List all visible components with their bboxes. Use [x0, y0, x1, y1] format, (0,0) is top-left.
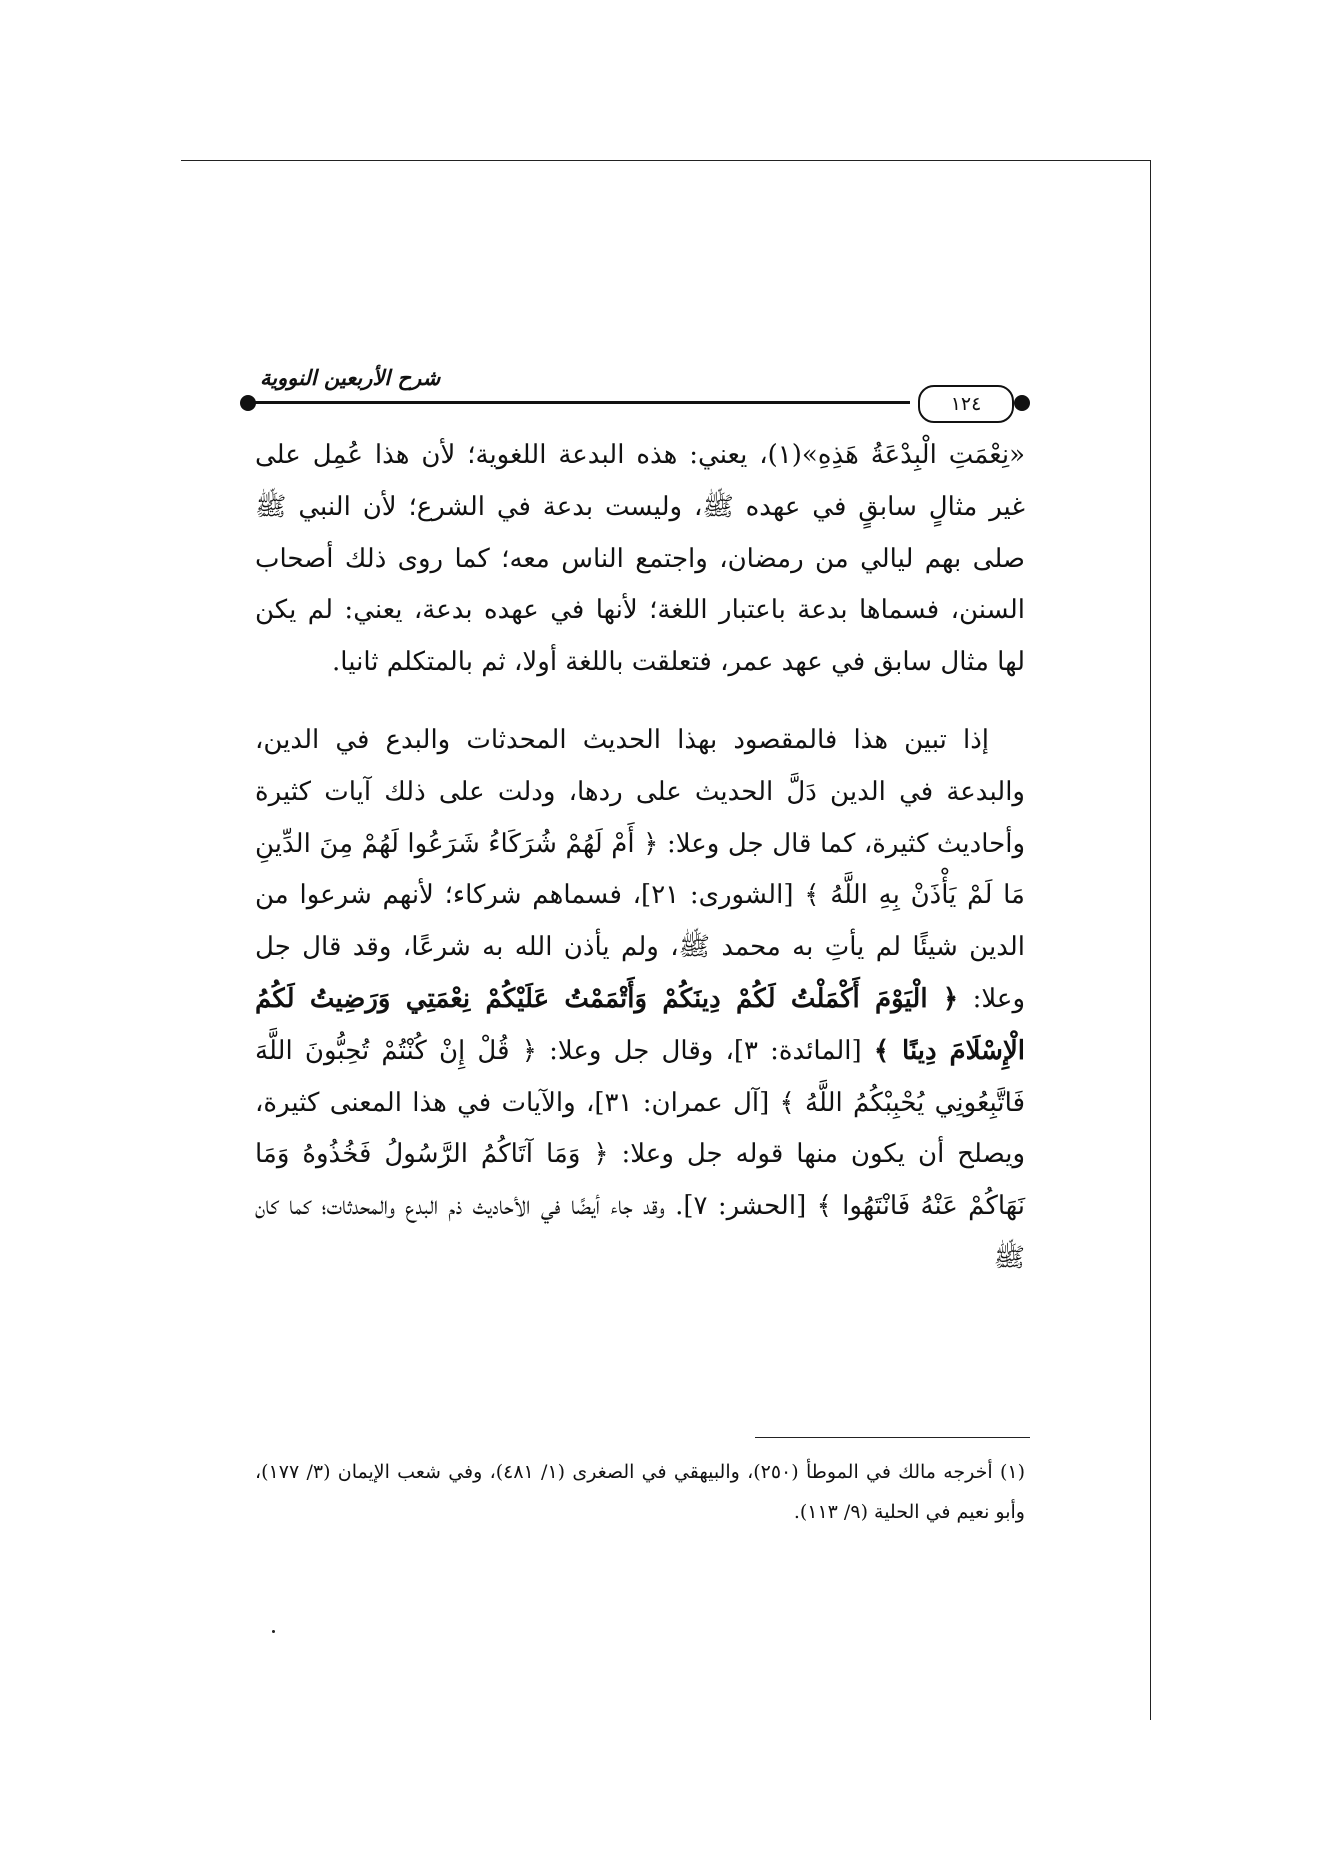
- page-number: ١٢٤: [918, 385, 1014, 423]
- quran-verse-line: ﴿ الْيَوْمَ أَكْمَلْتُ لَكُمْ دِينَكُمْ وَأَتْمَمْتُ عَلَيْكُمْ نِعْمَتِي وَرَضِيتُ لَكُمُ الْإِسْلَامَ دِينًا ﴾: [255, 983, 1026, 1066]
- header-dot-left: [240, 395, 256, 411]
- text-line: يعني: لم يكن لها مثال سابق في عهد عمر، فتعلقت باللغة أولا، ثم: [255, 595, 1025, 678]
- footnote-separator: [755, 1437, 1030, 1438]
- main-text: [255, 430, 1025, 1285]
- text-line: والبدعة في الدين دَلَّ الحديث على ردها، ودلت على ذلك آيات كثيرة: [255, 776, 1025, 807]
- text-line: بالمتكلم ثانيا.: [332, 647, 473, 678]
- text-line: «نِعْمَتِ الْبِدْعَةُ هَذِهِ»(١)، يعني: هذه البدعة اللغوية؛ لأن هذا عُمِل على: [255, 440, 1025, 470]
- text-line: إذا تبين هذا فالمقصود بهذا الحديث المحدثات والبدع في الدين،: [255, 724, 989, 755]
- footnote-line: (٣/ ١٧٧)، وأبو نعيم في الحلية (٩/ ١١٣).: [255, 1461, 1025, 1523]
- paragraph-gap: [255, 689, 1025, 715]
- text-line: أصحاب السنن، فسماها بدعة باعتبار اللغة؛ لأنها في عهده بدعة،: [255, 543, 1025, 626]
- text-line: قوله جل وعلا: ﴿ وَمَا آتَاكُمُ الرَّسُولُ فَخُذُوهُ وَمَا نَهَاكُمْ عَنْهُ فَانْتَهُوا ﴾ [الحشر: ٧].: [255, 1139, 1026, 1222]
- footnote-line: (١) أخرجه مالك في الموطأ (٢٥٠)، والبيهقي في الصغرى (١/ ٤٨١)، وفي شعب الإيمان: [337, 1461, 1025, 1483]
- paragraph-1: [255, 430, 1025, 689]
- text-line: غير مثالٍ سابقٍ في عهده ﷺ، وليست بدعة في الشرع؛ لأن النبي: [298, 491, 1026, 522]
- scan-speck: [272, 1630, 275, 1633]
- footnotes: [255, 1452, 1025, 1532]
- text-line: عمران: ٣١]، والآيات في هذا المعنى كثيرة، ويصلح أن يكون منها: [255, 1087, 1026, 1170]
- text-line: ﷺ صلى بهم ليالي من رمضان، واجتمع الناس معه؛ كما روى ذلك: [255, 491, 1025, 574]
- paragraph-2: [255, 715, 1025, 1285]
- header-dot-right: [1014, 395, 1030, 411]
- page-header: [240, 365, 1030, 425]
- page-frame-top: [181, 160, 1151, 161]
- header-rule: [252, 401, 910, 404]
- text-line: وأحاديث كثيرة، كما قال جل وعلا: ﴿ أَمْ لَهُمْ شُرَكَاءُ شَرَعُوا لَهُمْ مِنَ الدِّينِ: [255, 828, 1025, 859]
- text-line: مَا لَمْ يَأْذَنْ بِهِ اللَّهُ ﴾ [الشورى: ٢١]، فسماهم شركاء؛ لأنهم شرعوا من: [255, 880, 1025, 911]
- text-line: وقد جاء أيضًا في الأحاديث ذم البدع والمحدثات؛ كما كان ﷺ: [255, 1191, 1025, 1273]
- page-frame-right: [1150, 160, 1151, 1720]
- text-line: الدين شيئًا لم يأتِ به محمد ﷺ، ولم يأذن الله به شرعًا، وقد قال جل وعلا:: [255, 932, 1025, 1014]
- running-title: شرح الأربعين النووية: [260, 365, 441, 390]
- text-line: [المائدة: ٣]، وقال جل وعلا: ﴿ قُلْ إِنْ كُنْتُمْ تُحِبُّونَ اللَّهَ فَاتَّبِعُونِي يُحْبِبْكُمُ اللَّهُ ﴾ [آل: [255, 1035, 1025, 1118]
